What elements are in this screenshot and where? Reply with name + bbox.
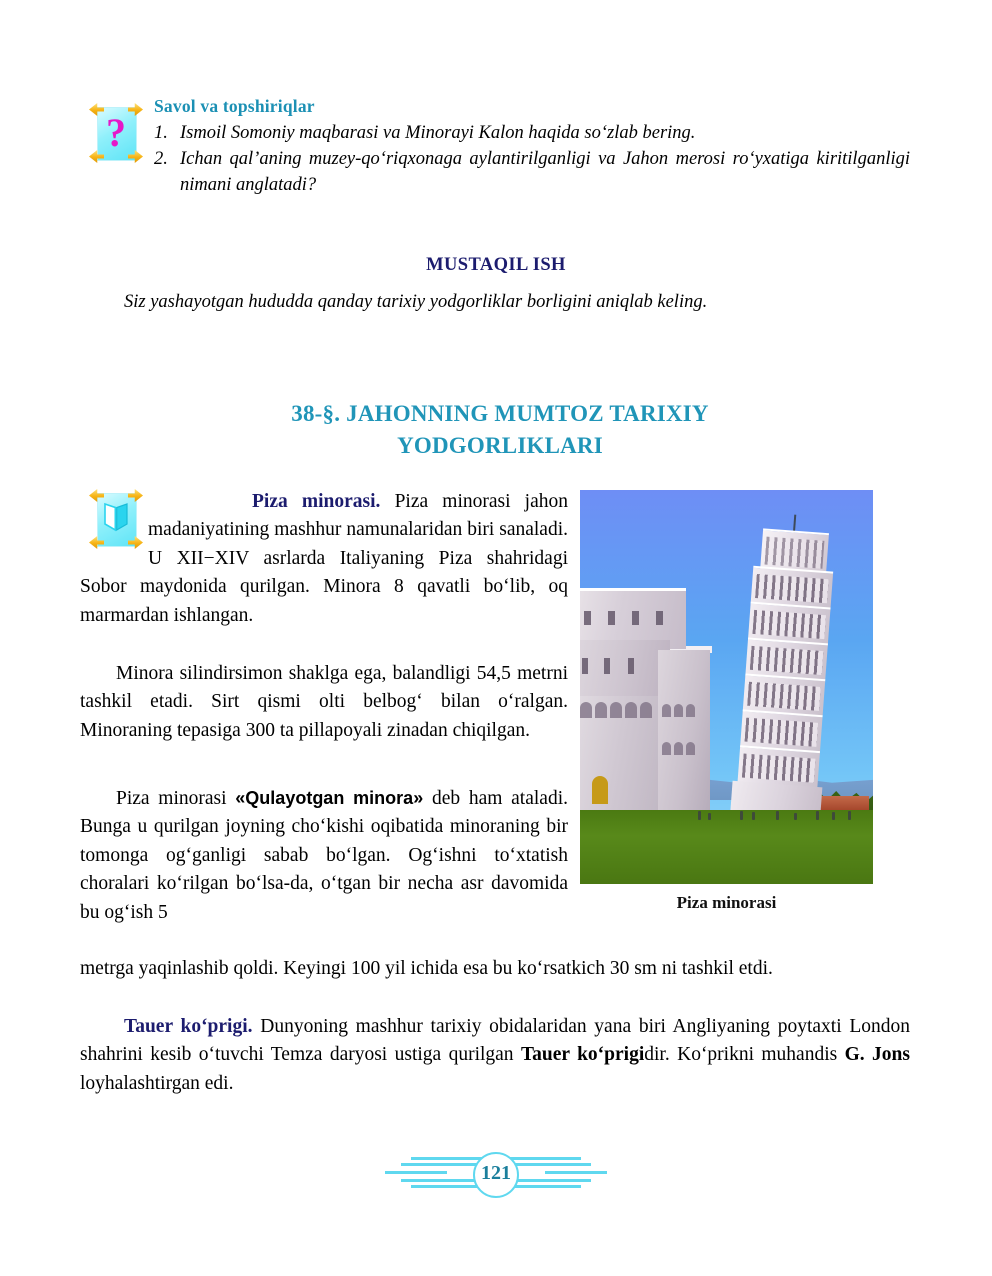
page-footer bbox=[0, 1148, 992, 1202]
leaning-tower-of-pisa-photo bbox=[580, 490, 873, 884]
arch bbox=[580, 702, 592, 718]
arch bbox=[686, 704, 695, 717]
question-number: 2. bbox=[154, 149, 168, 169]
tower-arcade bbox=[662, 704, 695, 717]
figure-pisa bbox=[580, 490, 873, 913]
ray bbox=[385, 1171, 447, 1174]
section-heading-line1: 38-§. JAHONNING MUMTOZ TARIXIY bbox=[291, 401, 709, 426]
page-number: 121 bbox=[481, 1162, 511, 1184]
independent-work-heading: MUSTAQIL ISH bbox=[426, 255, 566, 275]
arch bbox=[610, 702, 622, 718]
person bbox=[794, 813, 797, 820]
tower-columns bbox=[750, 646, 824, 675]
arch bbox=[674, 742, 683, 755]
cathedral-transept-tower bbox=[658, 650, 710, 812]
arch bbox=[662, 704, 671, 717]
person bbox=[848, 811, 851, 820]
page-title bbox=[150, 398, 850, 462]
section-heading-line2: YODGORLIKLARI bbox=[397, 433, 603, 458]
visitors bbox=[580, 804, 873, 820]
para3-bold-term: «Qulayotgan minora» bbox=[235, 788, 424, 808]
cathedral-window bbox=[656, 611, 663, 625]
arch bbox=[640, 702, 652, 718]
tower-columns bbox=[752, 610, 826, 639]
tower-columns bbox=[747, 682, 821, 711]
para4-bold-name: G. Jons bbox=[844, 1044, 910, 1066]
person bbox=[752, 812, 755, 820]
person bbox=[708, 813, 711, 820]
person bbox=[698, 811, 701, 820]
person bbox=[776, 811, 779, 820]
paragraph-leaning-name bbox=[80, 784, 568, 927]
arch bbox=[625, 702, 637, 718]
question-mark-glyph: ? bbox=[106, 110, 126, 155]
paragraph-lead-in: Piza minorasi. bbox=[252, 491, 381, 512]
cathedral-arcade bbox=[580, 702, 652, 718]
cathedral-window bbox=[632, 611, 639, 625]
question-mark-icon bbox=[88, 102, 144, 164]
question-item bbox=[154, 120, 910, 146]
paragraph-pisa-intro bbox=[80, 488, 568, 630]
para4-part1: Dunyoning mashhur tarixiy obidalaridan yana biri Angliyaning poytaxti London shahrini kesib o‘tuvchi Temza daryosi ustiga qurilgan bbox=[80, 1016, 910, 1066]
paragraph-tower-dimensions: Minora silindirsimon shaklga ega, balandligi 54,5 metrni tashkil etadi. Sirt qismi olti belbog‘ bilan o‘ralgan. Minoraning tepasiga 300 ta pillapoyali zinadan chiqilgan. bbox=[80, 663, 568, 741]
question-number: 1. bbox=[154, 123, 168, 143]
person bbox=[816, 811, 819, 820]
cathedral-window bbox=[608, 611, 615, 625]
tower-columns bbox=[765, 537, 825, 569]
independent-work-text: Siz yashayotgan hududda qanday tarixiy yodgorliklar borligini aniqlab keling. bbox=[124, 292, 708, 312]
tower-columns bbox=[745, 718, 819, 747]
pisa-cathedral bbox=[580, 588, 716, 812]
footer-ornament bbox=[371, 1148, 621, 1202]
tower-arcade bbox=[662, 742, 695, 755]
cathedral-window bbox=[584, 611, 591, 625]
para4-part2: dir. Ko‘prikni muhandis bbox=[644, 1044, 845, 1066]
para4-bold-term: Tauer ko‘prigi bbox=[520, 1044, 645, 1066]
icon-text-wrap-spacer bbox=[80, 488, 148, 572]
para3-part2: deb ham ataladi. Bunga u qurilgan joyning cho‘kishi oqibatida minoraning bir tomonga og‘ganligi sabab bo‘lgan. Og‘ishni to‘xtatish choralari ko‘rilgan bo‘lsa-da, o‘tgan bir necha asr davomida bu og‘ish 5 bbox=[80, 788, 568, 923]
ray bbox=[545, 1171, 607, 1174]
question-text: Ichan qal’aning muzey-qo‘riqxonaga aylantirilganligi va Jahon merosi ro‘yxatiga kiritilganligi nimani anglatadi? bbox=[180, 149, 910, 195]
arch bbox=[595, 702, 607, 718]
cathedral-mid-section bbox=[580, 640, 670, 700]
questions-heading: Savol va topshiriqlar bbox=[154, 96, 315, 116]
paragraph-lead-in: Tauer ko‘prigi. bbox=[124, 1016, 253, 1037]
person bbox=[740, 811, 743, 820]
para4-part3: loyhalashtirgan edi. bbox=[80, 1072, 234, 1094]
questions-list bbox=[154, 120, 910, 198]
question-text: Ismoil Somoniy maqbarasi va Minorayi Kalon haqida so‘zlab bering. bbox=[180, 123, 696, 143]
paragraph-leaning-continuation: metrga yaqinlashib qoldi. Keyingi 100 yil ichida esa bu ko‘rsatkich 30 sm ni tashkil etdi. bbox=[80, 958, 773, 979]
arch bbox=[674, 704, 683, 717]
para3-part1: Piza minorasi bbox=[116, 788, 236, 809]
cathedral-doorway bbox=[592, 776, 608, 804]
figure-caption: Piza minorasi bbox=[676, 893, 777, 912]
cathedral-window bbox=[604, 658, 610, 674]
cathedral-lower-facade bbox=[580, 696, 662, 812]
cathedral-window bbox=[628, 658, 634, 674]
paragraph-body: Piza minorasi jahon madaniyatining mashhur namunalaridan biri sanaladi. U XII−XIV asrlarda Italiyaning Piza shahridagi Sobor maydonida qurilgan. Minora 8 qavatli bo‘lib, oq marmardan ishlangan. bbox=[80, 491, 568, 626]
cathedral-window bbox=[582, 658, 588, 674]
person bbox=[832, 812, 835, 820]
tower-columns bbox=[755, 574, 829, 603]
tower-columns bbox=[742, 754, 816, 783]
arch bbox=[686, 742, 695, 755]
paragraph-tower-bridge bbox=[80, 1013, 910, 1098]
arch bbox=[662, 742, 671, 755]
question-item bbox=[154, 146, 910, 198]
lawn bbox=[580, 810, 873, 884]
